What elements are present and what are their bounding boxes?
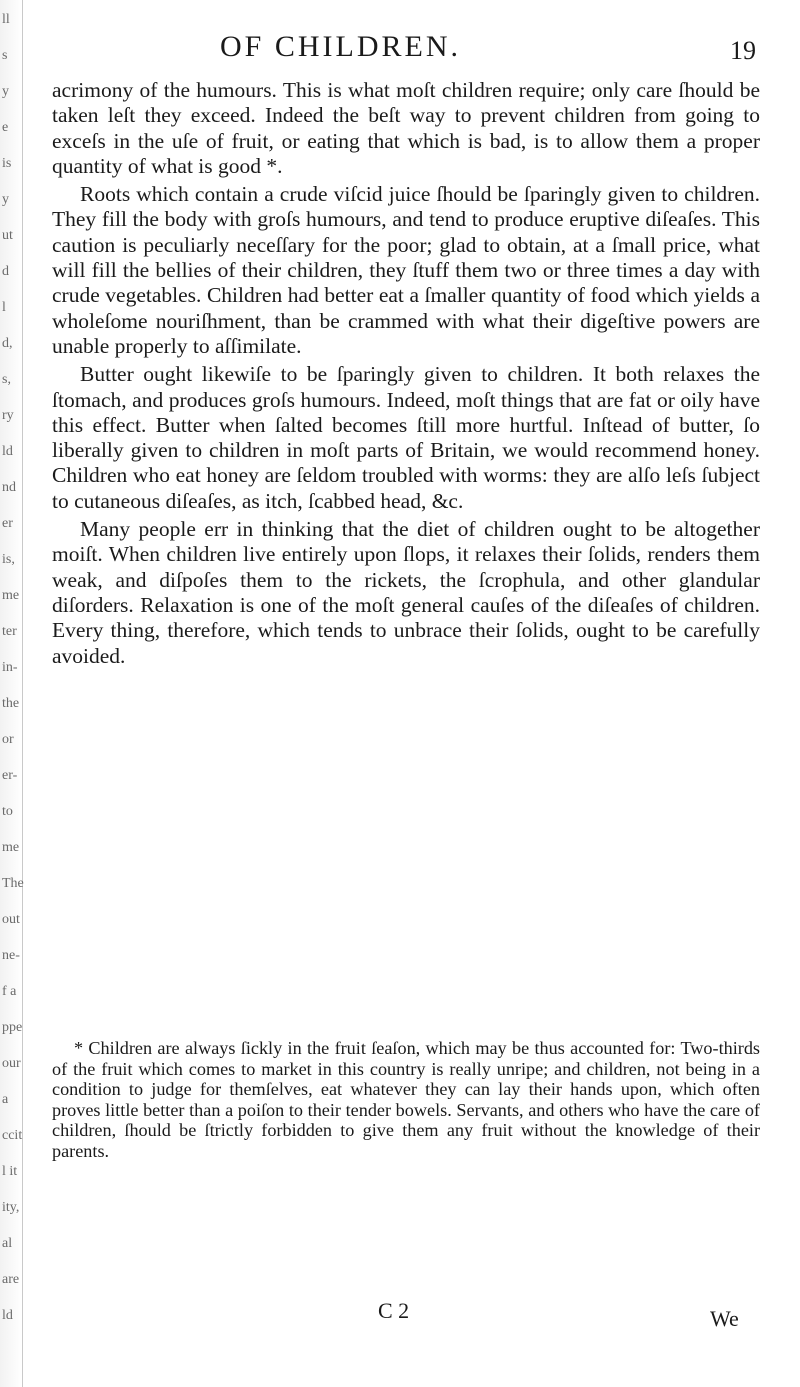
gutter-fragment: l it xyxy=(2,1164,18,1179)
gutter-fragment: me xyxy=(2,588,20,603)
gutter-fragment: ld xyxy=(2,444,13,459)
paragraph-butter: Butter ought likewiſe to be ſparingly given to children. It both relaxes the ſtomach, and produces groſs humours. Indeed, moſt things that are fat or oily have this effect. Butter when ſalted becomes ſtill more hurtful. Inſtead of butter, ſo liberally given to children in moſt parts of Britain, we would recommend honey. Children who eat honey are ſeldom troubled with worms: they are alſo leſs ſubject to cutaneous diſeaſes, as itch, ſcabbed head, &c. xyxy=(52,362,760,513)
signature-mark: C 2 xyxy=(378,1298,410,1323)
gutter-fragment: or xyxy=(2,732,14,747)
gutter-fragment: al xyxy=(2,1236,13,1251)
gutter-fragment: is, xyxy=(2,552,15,567)
gutter-fragment: e xyxy=(2,120,9,135)
gutter-fragment: er- xyxy=(2,768,18,783)
gutter-fragment: ity, xyxy=(2,1200,20,1215)
paragraph-fruit-continuation: acrimony of the humours. This is what moſt children require; only care ſhould be taken leſt they exceed. Indeed the beſt way to prevent children from going to exceſs in the uſe of fruit, or eating that which is bad, is to allow them a proper quantity of what is good *. xyxy=(52,78,760,178)
gutter-fragment: to xyxy=(2,804,13,819)
gutter-fragment: ry xyxy=(2,408,14,423)
paragraph-moist-diet: Many people err in thinking that the diet of children ought to be altogether moiſt. When children live entirely upon ſlops, it relaxes their ſolids, renders them weak, and diſpoſes them to the rickets, the ſcrophula, and other glandular diſorders. Relaxation is one of the moſt general cauſes of the diſeaſes of children. Every thing, therefore, which tends to unbrace their ſolids, ought to be carefully avoided. xyxy=(52,517,760,668)
gutter-fragment: nd xyxy=(2,480,16,495)
gutter-fragment: our xyxy=(2,1056,21,1071)
gutter-fragment: ne- xyxy=(2,948,20,963)
gutter-fragment: s, xyxy=(2,372,11,387)
gutter-fragment: a xyxy=(2,1092,9,1107)
gutter-fragment: The xyxy=(2,876,24,891)
gutter-fragment: ll xyxy=(2,12,10,27)
gutter-fragment: f a xyxy=(2,984,17,999)
page-number: 19 xyxy=(730,36,756,65)
gutter-fragment: ter xyxy=(2,624,17,639)
catchword: We xyxy=(710,1306,739,1331)
gutter-fragment: d xyxy=(2,264,9,279)
gutter-fragment: is xyxy=(2,156,12,171)
gutter-fragment: in- xyxy=(2,660,18,675)
gutter-fragment: me xyxy=(2,840,20,855)
gutter-fragment: er xyxy=(2,516,13,531)
paragraph-roots: Roots which contain a crude viſcid juice ſhould be ſparingly given to children. They fill the body with groſs humours, and tend to produce eruptive diſeaſes. This caution is peculiarly neceſſary for the poor; glad to obtain, at a ſmall price, what will fill the bellies of their children, they ſtuff them two or three times a day with crude vegetables. Children had better eat a ſmaller quantity of food which yields a wholeſome nouriſhment, than be crammed with what their digeſtive powers are unable properly to aſſimilate. xyxy=(52,182,760,358)
gutter-fragment: d, xyxy=(2,336,13,351)
gutter-fragment: ccit xyxy=(2,1128,23,1143)
gutter-fragment: y xyxy=(2,192,9,207)
gutter-fragment: y xyxy=(2,84,9,99)
gutter-fragment: the xyxy=(2,696,20,711)
body-text xyxy=(52,78,760,672)
gutter-fragment: ld xyxy=(2,1308,13,1323)
gutter-fragment: are xyxy=(2,1272,20,1287)
footnote: * Children are always ſickly in the fruit ſeaſon, which may be thus accounted for: Two-thirds of the fruit which comes to market in this country is really unripe; and children, not being in a condition to judge for themſelves, eat whatever they can lay their hands upon, which often proves little better than a poiſon to their tender bowels. Servants, and others who have the care of children, ſhould be ſtrictly forbidden to give them any fruit without the knowledge of their parents. xyxy=(52,1038,760,1161)
gutter-fragment: out xyxy=(2,912,20,927)
running-head: OF CHILDREN. xyxy=(220,30,462,63)
gutter-fragment: ppe xyxy=(2,1020,23,1035)
gutter-fragment: s xyxy=(2,48,8,63)
gutter-fragment: l xyxy=(2,300,6,315)
gutter-fragment: ut xyxy=(2,228,13,243)
